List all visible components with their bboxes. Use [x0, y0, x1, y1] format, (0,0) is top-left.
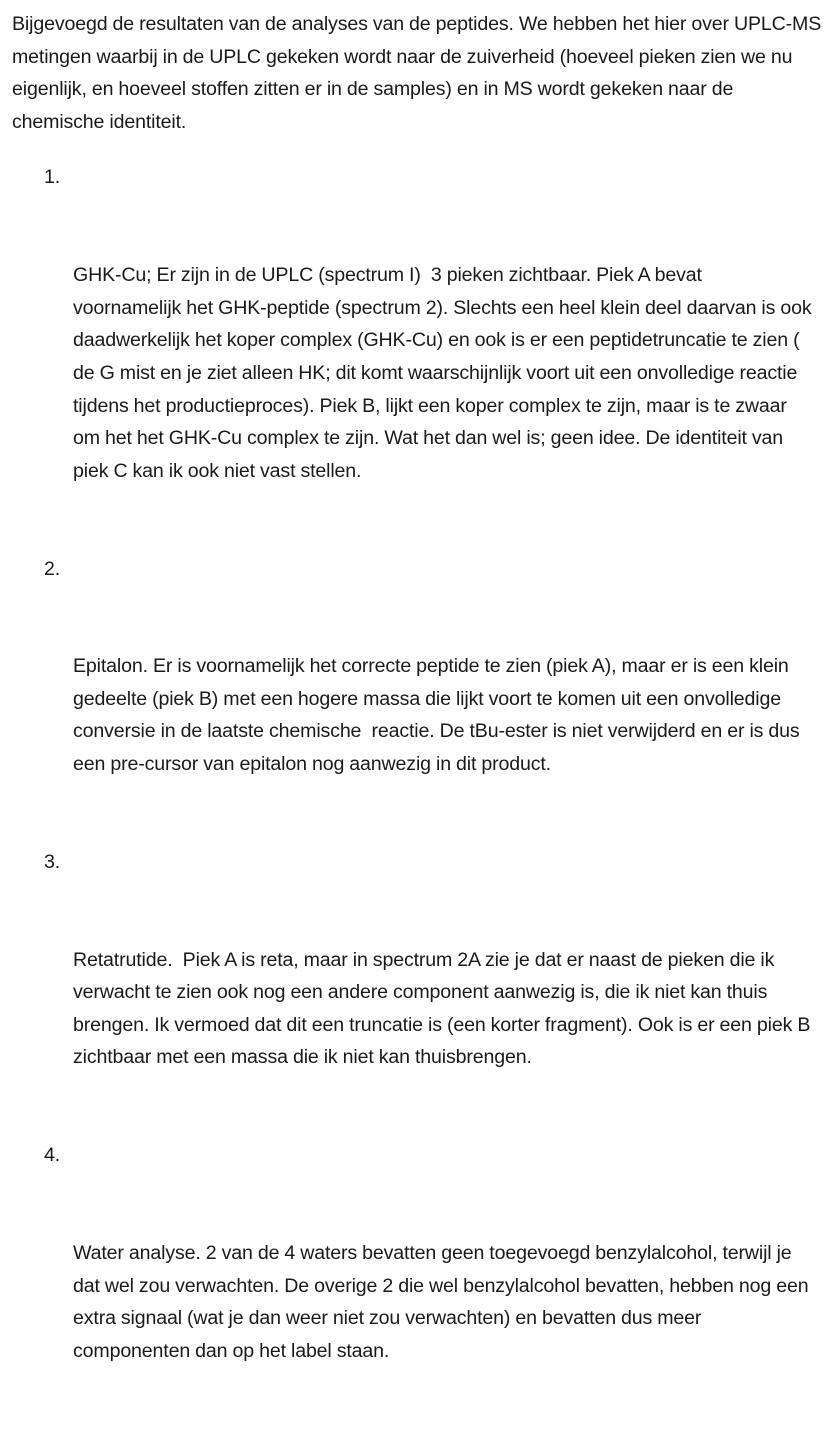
list-item-text: Epitalon. Er is voornamelijk het correcte peptide te zien (piek A), maar er is een klein gedeelte (piek B) met een hogere massa die lijkt voort te komen uit een onvolledige conversie in de laatste chemische reactie. De tBu-ester is niet verwijderd en er is dus een pre-cursor van epitalon nog aanwezig in dit product. [73, 655, 805, 776]
list-item [0, 846, 840, 1139]
list-item-marker: 4. [44, 1144, 61, 1167]
list-item-marker: 1. [44, 166, 61, 189]
list-item-text: GHK-Cu; Er zijn in de UPLC (spectrum I) 3 pieken zichtbaar. Piek A bevat voornamelijk het GHK-peptide (spectrum 2). Slechts een heel klein deel daarvan is ook daadwerkelijk het koper complex (GHK-Cu) en ook is er een peptidetruncatie te zien ( de G mist en je ziet alleen HK; dit komt waarschijnlijk voort uit een onvolledige reactie tijdens het productieproces). Piek B, lijkt een koper complex te zijn, maar is te zwaar om het het GHK-Cu complex te zijn. Wat het dan wel is; geen idee. De identiteit van piek C kan ik ook niet vast stellen. [73, 264, 817, 482]
findings-list [0, 161, 840, 1432]
list-item [0, 161, 840, 552]
intro-paragraph: Bijgevoegd de resultaten van de analyses van de peptides. We hebben het hier over UPLC-MS metingen waarbij in de UPLC gekeken wordt naar de zuiverheid (hoeveel pieken zien we nu eigenlijk, en hoeveel stoffen zitten er in de samples) en in MS wordt gekeken naar de chemische identiteit. [12, 13, 827, 133]
list-item [0, 1139, 840, 1432]
list-item-marker: 3. [44, 850, 61, 873]
list-item-text: Water analyse. 2 van de 4 waters bevatten geen toegevoegd benzylalcohol, terwijl je dat wel zou verwachten. De overige 2 die wel benzylalcohol bevatten, hebben nog een extra signaal (wat je dan weer niet zou verwachten) en bevatten dus meer componenten dan op het label staan. [73, 1241, 814, 1362]
list-item-marker: 2. [44, 557, 61, 580]
list-item-text: Retatrutide. Piek A is reta, maar in spectrum 2A zie je dat er naast de pieken die ik verwacht te zien ook nog een andere component aanwezig is, die ik niet kan thuis brengen. Ik vermoed dat dit een truncatie is (een korter fragment). Ook is er een piek B zichtbaar met een massa die ik niet kan thuisbrengen. [73, 948, 816, 1069]
list-item [0, 553, 840, 846]
